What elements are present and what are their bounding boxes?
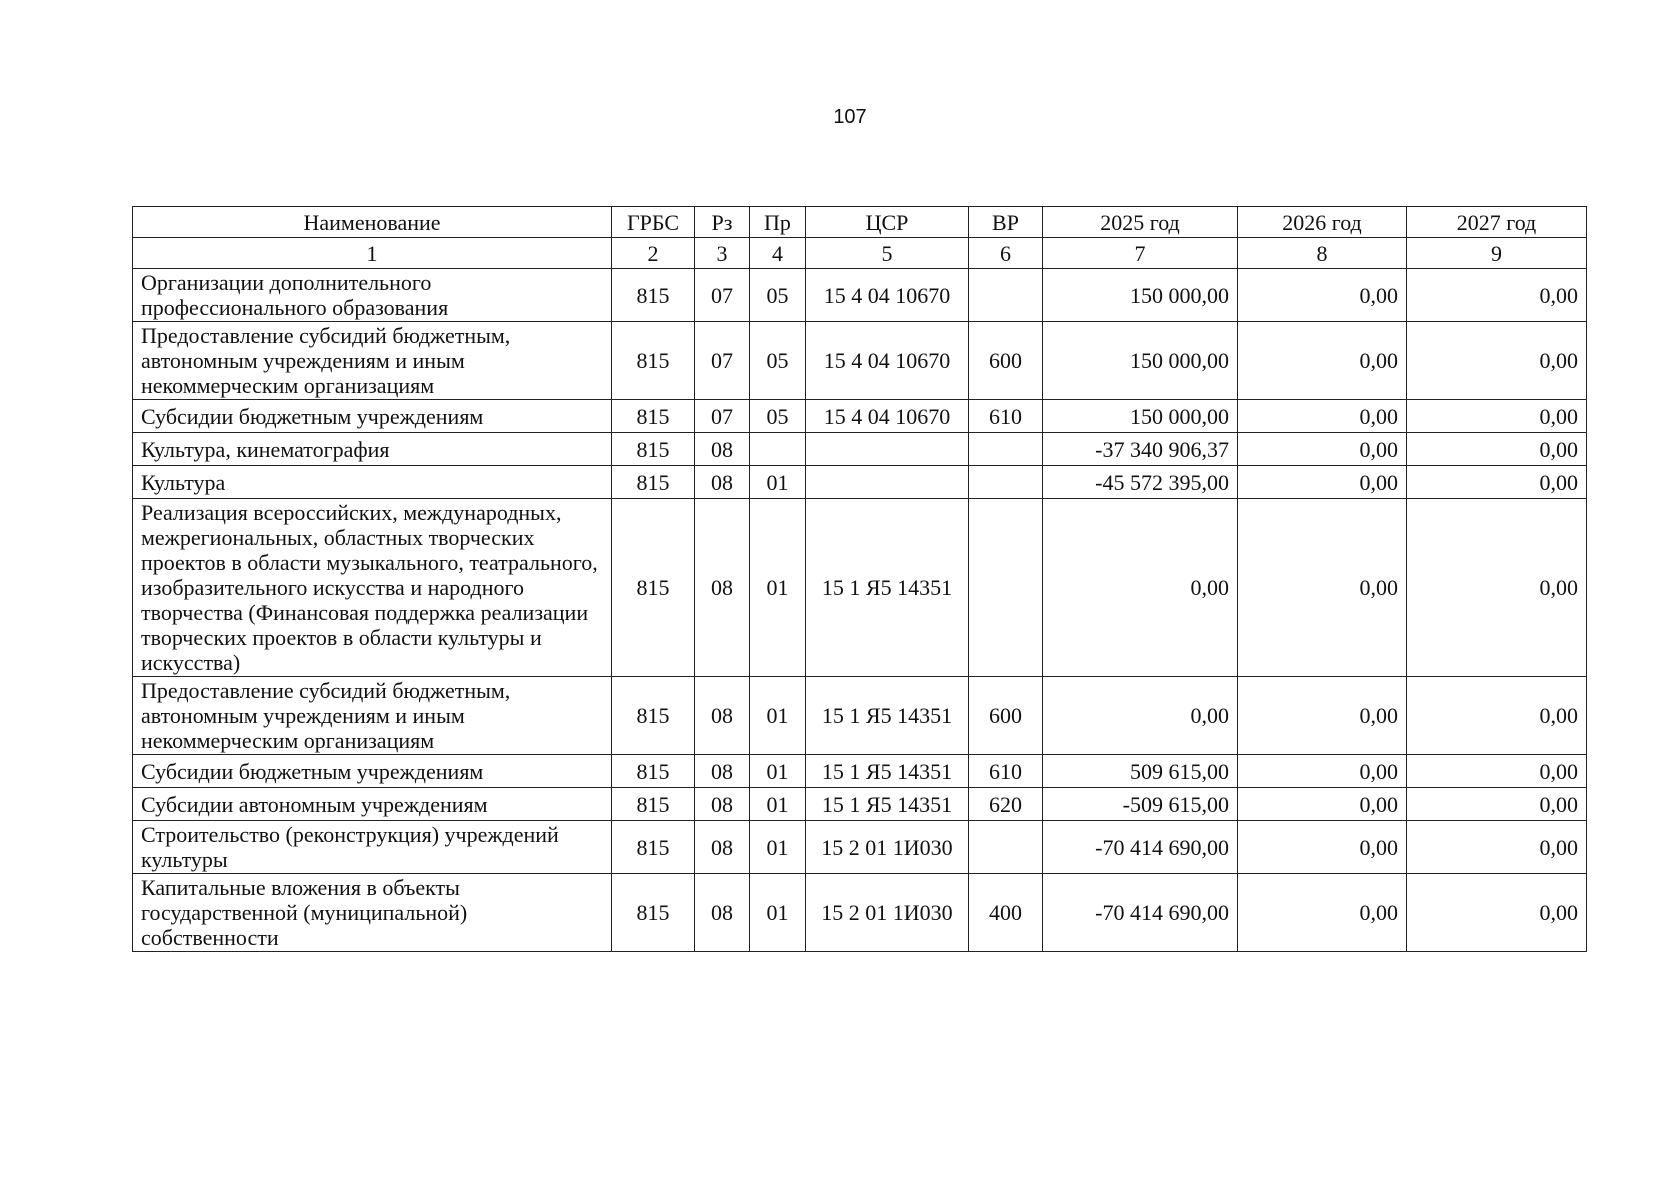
row-vr: 600 — [969, 322, 1043, 400]
row-csr: 15 4 04 10670 — [806, 322, 969, 400]
row-2026: 0,00 — [1238, 874, 1407, 952]
row-vr — [969, 269, 1043, 322]
row-name: Субсидии бюджетным учреждениям — [133, 400, 612, 433]
page-number: 107 — [833, 106, 867, 128]
row-pr: 05 — [750, 269, 806, 322]
row-name: Культура, кинематография — [133, 433, 612, 466]
row-csr: 15 1 Я5 14351 — [806, 788, 969, 821]
row-rz: 08 — [695, 433, 750, 466]
budget-table — [132, 206, 1587, 952]
row-name: Субсидии бюджетным учреждениям — [133, 755, 612, 788]
row-2026: 0,00 — [1238, 400, 1407, 433]
row-csr: 15 2 01 1И030 — [806, 874, 969, 952]
row-2026: 0,00 — [1238, 269, 1407, 322]
row-rz: 08 — [695, 466, 750, 499]
row-2027: 0,00 — [1407, 499, 1587, 677]
row-csr: 15 4 04 10670 — [806, 400, 969, 433]
row-pr: 05 — [750, 322, 806, 400]
header-2025: 2025 год — [1043, 207, 1238, 238]
row-2025: 0,00 — [1043, 499, 1238, 677]
row-2027: 0,00 — [1407, 874, 1587, 952]
table-row — [133, 322, 1587, 400]
row-grbs: 815 — [612, 755, 695, 788]
row-vr: 600 — [969, 677, 1043, 755]
row-vr — [969, 499, 1043, 677]
row-csr: 15 1 Я5 14351 — [806, 677, 969, 755]
header-2026: 2026 год — [1238, 207, 1407, 238]
row-2027: 0,00 — [1407, 821, 1587, 874]
row-pr: 01 — [750, 677, 806, 755]
row-2027: 0,00 — [1407, 755, 1587, 788]
row-vr: 610 — [969, 400, 1043, 433]
row-grbs: 815 — [612, 788, 695, 821]
row-grbs: 815 — [612, 269, 695, 322]
row-pr: 05 — [750, 400, 806, 433]
row-rz: 07 — [695, 322, 750, 400]
row-rz: 08 — [695, 499, 750, 677]
table-row — [133, 269, 1587, 322]
header-pr: Пр — [750, 207, 806, 238]
row-2025: 150 000,00 — [1043, 322, 1238, 400]
row-name: Субсидии автономным учреждениям — [133, 788, 612, 821]
row-2027: 0,00 — [1407, 322, 1587, 400]
row-2026: 0,00 — [1238, 755, 1407, 788]
table-row — [133, 433, 1587, 466]
row-vr — [969, 466, 1043, 499]
column-number-row — [133, 238, 1587, 269]
column-number: 1 — [133, 238, 612, 269]
row-2026: 0,00 — [1238, 821, 1407, 874]
row-pr — [750, 433, 806, 466]
row-2027: 0,00 — [1407, 400, 1587, 433]
row-2026: 0,00 — [1238, 322, 1407, 400]
row-2027: 0,00 — [1407, 269, 1587, 322]
header-vr: ВР — [969, 207, 1043, 238]
row-name: Предоставление субсидий бюджетным, автономным учреждениям и иным некоммерческим организациям — [133, 322, 612, 400]
row-pr: 01 — [750, 499, 806, 677]
row-name: Культура — [133, 466, 612, 499]
column-number: 4 — [750, 238, 806, 269]
header-grbs: ГРБС — [612, 207, 695, 238]
column-number: 3 — [695, 238, 750, 269]
row-grbs: 815 — [612, 466, 695, 499]
row-2026: 0,00 — [1238, 677, 1407, 755]
row-2025: -509 615,00 — [1043, 788, 1238, 821]
row-pr: 01 — [750, 466, 806, 499]
row-rz: 08 — [695, 755, 750, 788]
row-name: Предоставление субсидий бюджетным, автономным учреждениям и иным некоммерческим организациям — [133, 677, 612, 755]
row-grbs: 815 — [612, 433, 695, 466]
row-name: Строительство (реконструкция) учреждений культуры — [133, 821, 612, 874]
row-csr — [806, 466, 969, 499]
header-csr: ЦСР — [806, 207, 969, 238]
row-2025: 150 000,00 — [1043, 400, 1238, 433]
row-grbs: 815 — [612, 874, 695, 952]
row-2025: -70 414 690,00 — [1043, 874, 1238, 952]
header-rz: Рз — [695, 207, 750, 238]
table-row — [133, 755, 1587, 788]
table-row — [133, 821, 1587, 874]
table-row — [133, 788, 1587, 821]
row-2025: 150 000,00 — [1043, 269, 1238, 322]
row-grbs: 815 — [612, 322, 695, 400]
row-grbs: 815 — [612, 499, 695, 677]
row-pr: 01 — [750, 821, 806, 874]
table-row — [133, 400, 1587, 433]
row-csr: 15 2 01 1И030 — [806, 821, 969, 874]
row-2027: 0,00 — [1407, 466, 1587, 499]
row-2027: 0,00 — [1407, 788, 1587, 821]
row-vr: 620 — [969, 788, 1043, 821]
row-vr — [969, 821, 1043, 874]
column-number: 9 — [1407, 238, 1587, 269]
header-2027: 2027 год — [1407, 207, 1587, 238]
row-name: Капитальные вложения в объекты государственной (муниципальной) собственности — [133, 874, 612, 952]
header-row — [133, 207, 1587, 238]
row-csr: 15 1 Я5 14351 — [806, 499, 969, 677]
row-pr: 01 — [750, 755, 806, 788]
header-name: Наименование — [133, 207, 612, 238]
row-grbs: 815 — [612, 400, 695, 433]
column-number: 5 — [806, 238, 969, 269]
row-rz: 07 — [695, 269, 750, 322]
row-vr: 610 — [969, 755, 1043, 788]
column-number: 2 — [612, 238, 695, 269]
column-number: 7 — [1043, 238, 1238, 269]
row-2025: 509 615,00 — [1043, 755, 1238, 788]
table-header — [133, 207, 1587, 269]
row-2027: 0,00 — [1407, 433, 1587, 466]
row-vr: 400 — [969, 874, 1043, 952]
table-row — [133, 466, 1587, 499]
row-2026: 0,00 — [1238, 433, 1407, 466]
row-2026: 0,00 — [1238, 788, 1407, 821]
row-rz: 08 — [695, 874, 750, 952]
row-grbs: 815 — [612, 677, 695, 755]
table-body — [133, 269, 1587, 952]
row-grbs: 815 — [612, 821, 695, 874]
row-csr: 15 1 Я5 14351 — [806, 755, 969, 788]
row-pr: 01 — [750, 788, 806, 821]
row-2025: -37 340 906,37 — [1043, 433, 1238, 466]
row-name: Реализация всероссийских, международных, межрегиональных, областных творческих проектов в области музыкального, театрального, изобразительного искусства и народного творчества (Финансовая поддержка реализации творческих проектов в области культуры и искусства) — [133, 499, 612, 677]
row-rz: 08 — [695, 821, 750, 874]
row-2026: 0,00 — [1238, 466, 1407, 499]
row-2025: -45 572 395,00 — [1043, 466, 1238, 499]
row-rz: 08 — [695, 788, 750, 821]
row-vr — [969, 433, 1043, 466]
row-2027: 0,00 — [1407, 677, 1587, 755]
row-name: Организации дополнительного профессионального образования — [133, 269, 612, 322]
column-number: 8 — [1238, 238, 1407, 269]
column-number: 6 — [969, 238, 1043, 269]
row-2025: -70 414 690,00 — [1043, 821, 1238, 874]
table-row — [133, 677, 1587, 755]
row-2026: 0,00 — [1238, 499, 1407, 677]
row-csr: 15 4 04 10670 — [806, 269, 969, 322]
row-2025: 0,00 — [1043, 677, 1238, 755]
table-row — [133, 874, 1587, 952]
row-pr: 01 — [750, 874, 806, 952]
table-row — [133, 499, 1587, 677]
row-rz: 08 — [695, 677, 750, 755]
row-rz: 07 — [695, 400, 750, 433]
row-csr — [806, 433, 969, 466]
